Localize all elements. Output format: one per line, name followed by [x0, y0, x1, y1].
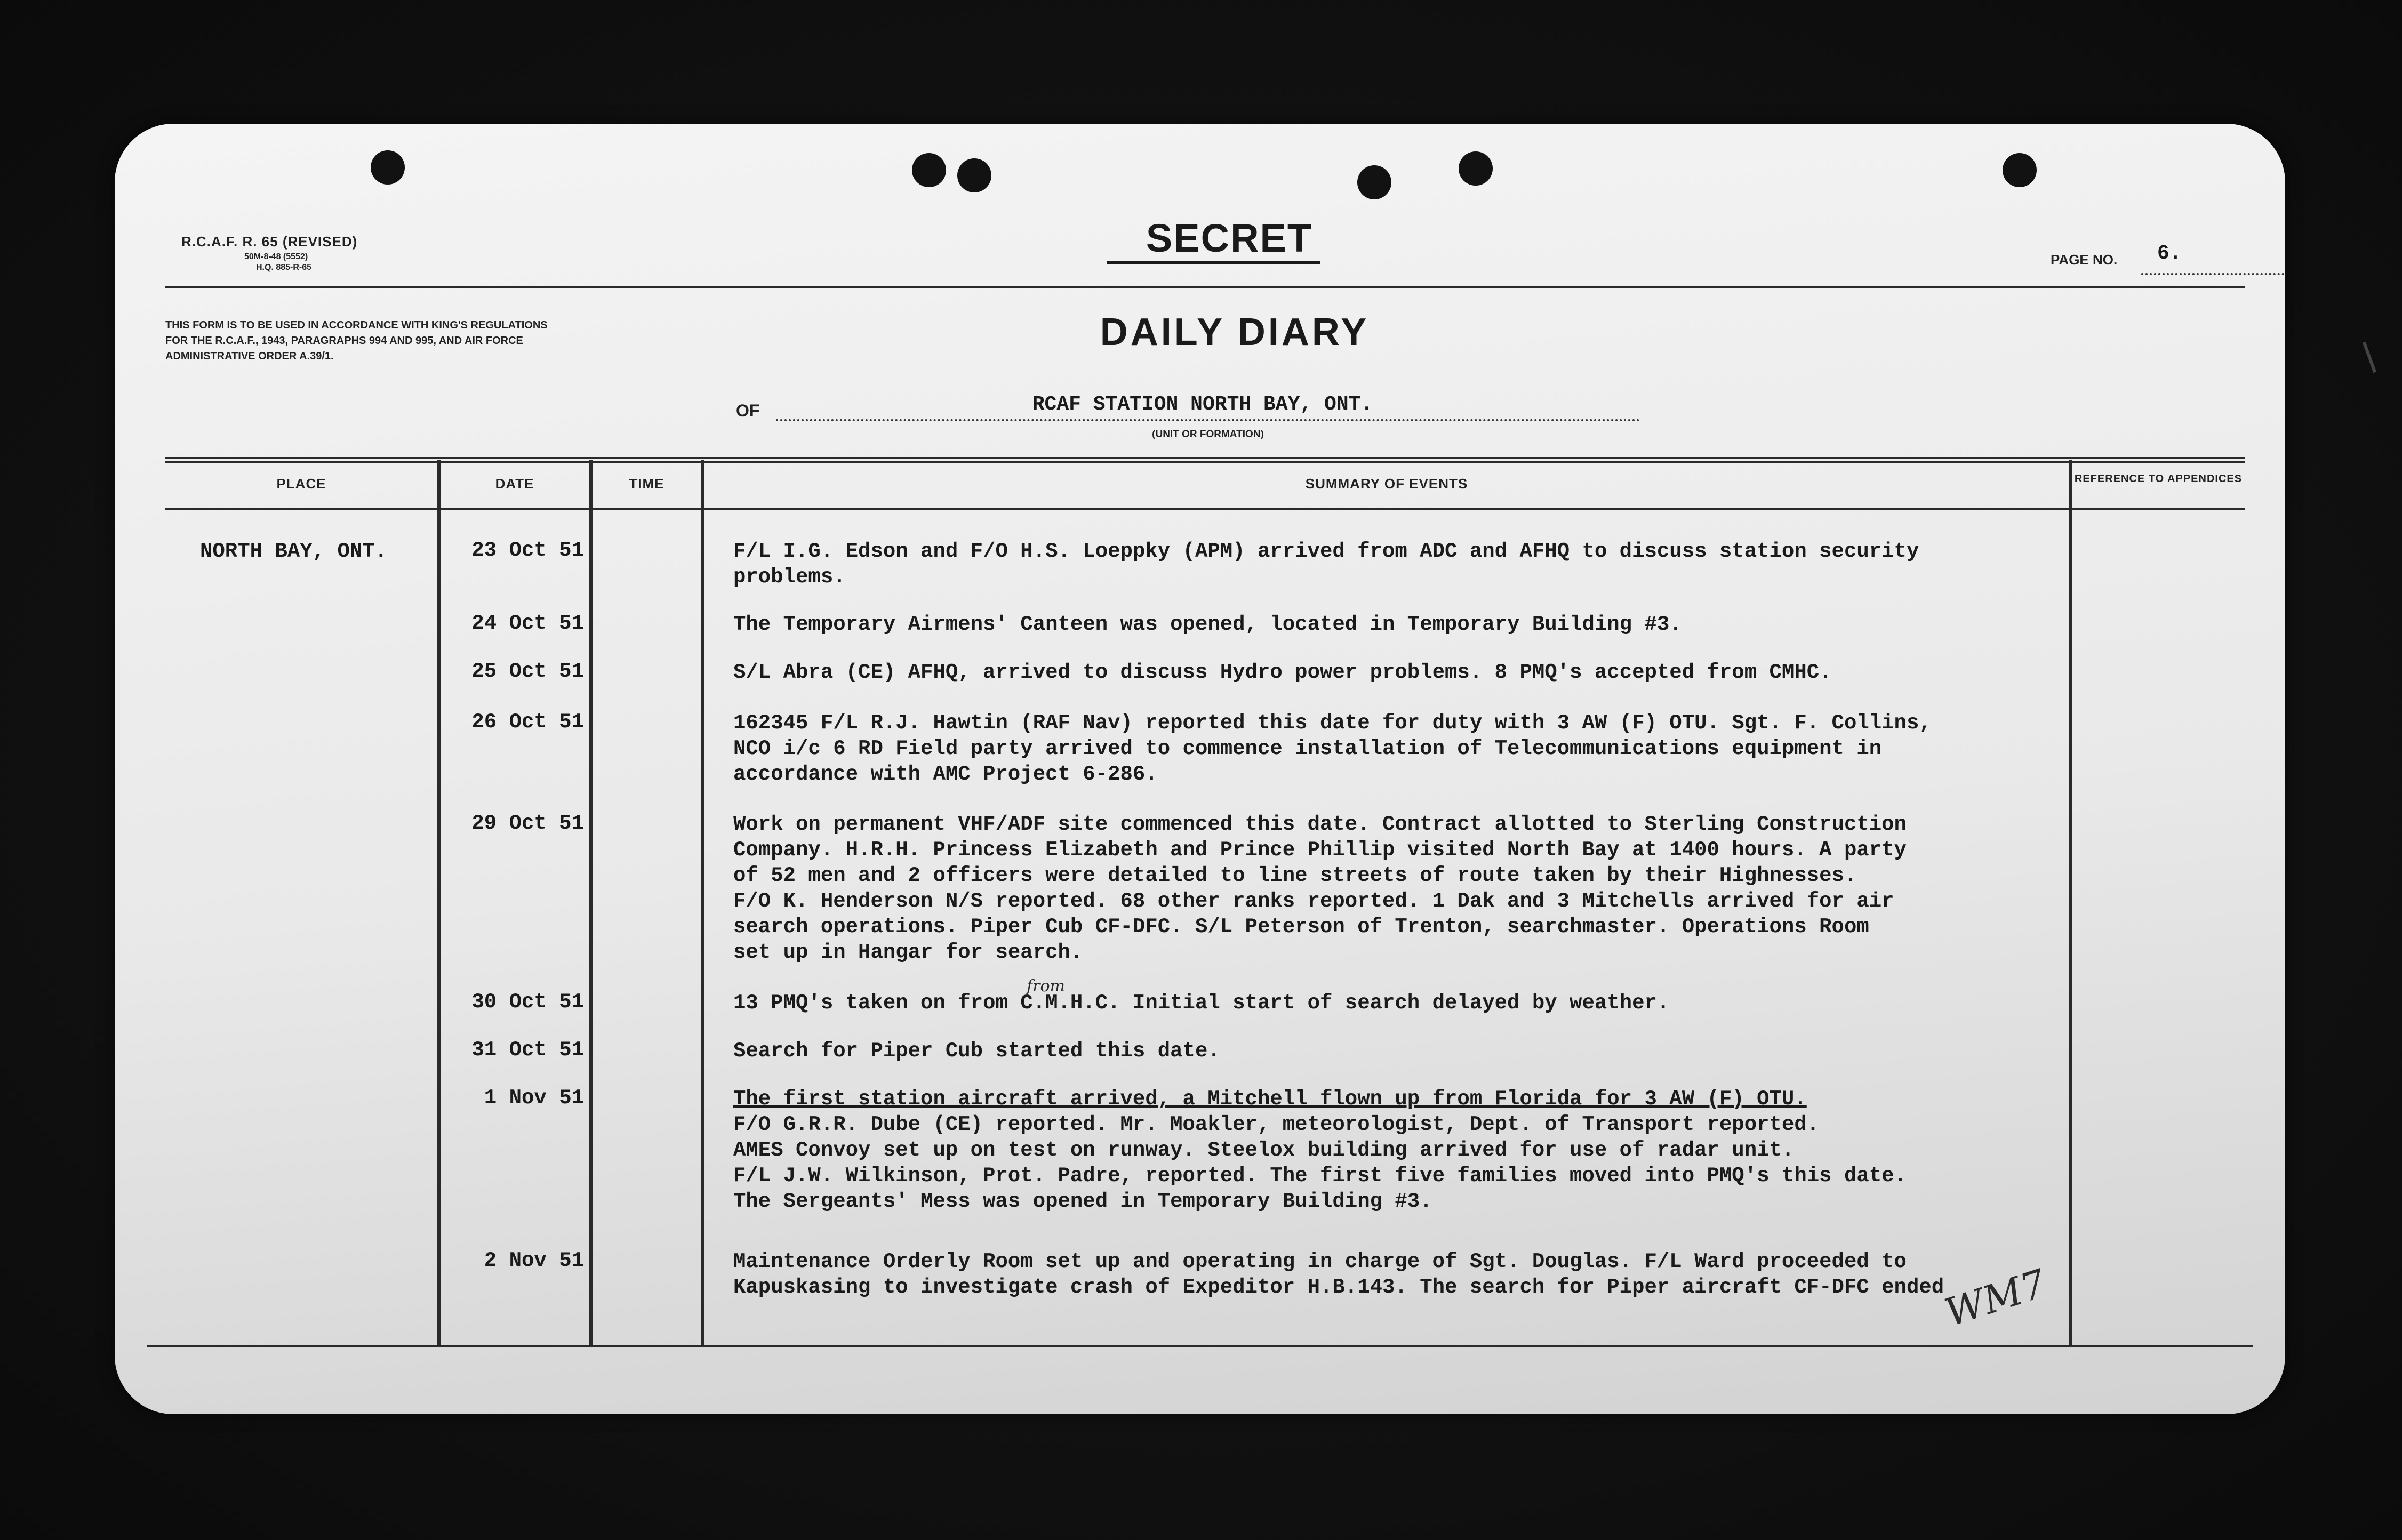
- column-header-reference: REFERENCE TO APPENDICES: [2074, 473, 2243, 485]
- summary-line: accordance with AMC Project 6-286.: [733, 763, 1158, 786]
- entry-date: 26 Oct 51: [471, 710, 584, 734]
- summary-line: Work on permanent VHF/ADF site commenced this date. Contract allotted to Sterling Construction: [733, 813, 1907, 836]
- summary-line: 162345 F/L R.J. Hawtin (RAF Nav) reported this date for duty with 3 AW (F) OTU. Sgt. F. Collins,: [733, 711, 1932, 735]
- summary-line: problems.: [733, 565, 846, 589]
- entry-summary: [733, 1086, 2013, 1214]
- summary-line: of 52 men and 2 officers were detailed to line streets of route taken by their Highnesses.: [733, 864, 1857, 887]
- entry-summary: [733, 710, 2013, 787]
- summary-line: The Sergeants' Mess was opened in Temporary Building #3.: [733, 1190, 1432, 1213]
- summary-line: Maintenance Orderly Room set up and operating in charge of Sgt. Douglas. F/L Ward proceeded to: [733, 1250, 1907, 1273]
- entry-summary: [733, 539, 2013, 590]
- table-top-rule-2: [165, 461, 2245, 463]
- entry-date: 1 Nov 51: [484, 1086, 584, 1110]
- unit-caption: (UNIT OR FORMATION): [1152, 429, 1264, 440]
- summary-line: AMES Convoy set up on test on runway. Steelox building arrived for use of radar unit.: [733, 1138, 1795, 1162]
- entry-date: 30 Oct 51: [471, 990, 584, 1014]
- form-code: R.C.A.F. R. 65 (REVISED): [181, 234, 358, 250]
- page-number-value: 6.: [2157, 242, 2182, 265]
- punch-hole: [2003, 153, 2037, 187]
- entry-date: 23 Oct 51: [471, 539, 584, 562]
- column-header-date: DATE: [495, 476, 534, 492]
- column-divider: [2069, 460, 2072, 1345]
- page-number-label: PAGE NO.: [2051, 252, 2118, 268]
- form-instructions: THIS FORM IS TO BE USED IN ACCORDANCE WITH KING'S REGULATIONS FOR THE R.C.A.F., 1943, PARAGRAPHS 994 AND 995, AND AIR FORCE ADMINISTRATIVE ORDER A.39/1.: [165, 319, 548, 362]
- summary-line: search operations. Piper Cub CF-DFC. S/L Peterson of Trenton, searchmaster. Operations Room: [733, 915, 1869, 939]
- entry-summary: [733, 990, 2013, 1016]
- summary-line: Company. H.R.H. Princess Elizabeth and Prince Phillip visited North Bay at 1400 hours. A party: [733, 838, 1907, 862]
- column-header-time: TIME: [629, 476, 664, 492]
- table-top-rule: [165, 457, 2245, 459]
- table-bottom-rule: [147, 1345, 2253, 1347]
- entry-date: 31 Oct 51: [471, 1038, 584, 1062]
- unit-dotted-line: [776, 419, 1640, 421]
- summary-line: S/L Abra (CE) AFHQ, arrived to discuss Hydro power problems. 8 PMQ's accepted from CMHC.: [733, 661, 1832, 684]
- summary-line: F/O K. Henderson N/S reported. 68 other ranks reported. 1 Dak and 3 Mitchells arrived for air: [733, 889, 1894, 913]
- summary-line: 13 PMQ's taken on from C.M.H.C. Initial start of search delayed by weather.: [733, 991, 1670, 1015]
- summary-line: Search for Piper Cub started this date.: [733, 1039, 1220, 1063]
- column-divider: [589, 460, 593, 1345]
- punch-hole: [957, 158, 991, 192]
- entry-summary: [733, 1038, 2013, 1064]
- summary-line: set up in Hangar for search.: [733, 941, 1083, 964]
- entry-summary: [733, 612, 2013, 637]
- summary-line: The Temporary Airmens' Canteen was opened, located in Temporary Building #3.: [733, 613, 1682, 636]
- diary-sheet: [115, 124, 2285, 1414]
- punch-hole: [1357, 165, 1391, 199]
- handwritten-initials: WM7: [1939, 1261, 2052, 1335]
- place-value: NORTH BAY, ONT.: [200, 540, 388, 563]
- column-header-rule: [165, 508, 2245, 510]
- form-number-block: [181, 234, 357, 272]
- entry-date: 2 Nov 51: [484, 1249, 584, 1272]
- summary-line: Kapuskasing to investigate crash of Expeditor H.B.143. The search for Piper aircraft CF-DFC ended: [733, 1276, 1944, 1299]
- punch-hole: [1459, 151, 1493, 186]
- classification-title: SECRET: [1146, 216, 1313, 260]
- summary-line: F/L J.W. Wilkinson, Prot. Padre, reported. The first five families moved into PMQ's this date.: [733, 1164, 1907, 1188]
- form-hq-ref: H.Q. 885-R-65: [256, 263, 312, 272]
- punch-hole: [912, 153, 946, 187]
- summary-line: The first station aircraft arrived, a Mitchell flown up from Florida for 3 AW (F) OTU.: [733, 1087, 1807, 1111]
- column-divider: [701, 460, 704, 1345]
- summary-line: F/L I.G. Edson and F/O H.S. Loeppky (APM) arrived from ADC and AFHQ to discuss station security: [733, 540, 1919, 563]
- form-print-run: 50M-8-48 (5552): [244, 252, 308, 261]
- handwritten-correction: from: [1027, 977, 1065, 996]
- punch-hole: [371, 150, 405, 185]
- column-header-place: PLACE: [276, 476, 326, 492]
- header-rule: [165, 286, 2245, 288]
- page-number-dotted-line: [2141, 273, 2285, 275]
- column-divider: [437, 460, 441, 1345]
- classification-underline: [1107, 261, 1320, 264]
- summary-line: F/O G.R.R. Dube (CE) reported. Mr. Moakler, meteorologist, Dept. of Transport reported.: [733, 1113, 1820, 1136]
- column-header-summary: SUMMARY OF EVENTS: [1305, 476, 1468, 492]
- of-label: OF: [736, 401, 760, 420]
- edge-mark: [2363, 342, 2376, 373]
- unit-name: RCAF STATION NORTH BAY, ONT.: [1032, 393, 1373, 416]
- entry-summary: [733, 812, 2013, 965]
- entry-summary: [733, 660, 2013, 685]
- entry-date: 25 Oct 51: [471, 660, 584, 683]
- entry-date: 29 Oct 51: [471, 812, 584, 835]
- diary-title: DAILY DIARY: [1100, 311, 1370, 354]
- entry-date: 24 Oct 51: [471, 612, 584, 635]
- summary-line: NCO i/c 6 RD Field party arrived to commence installation of Telecommunications equipment in: [733, 737, 1882, 760]
- entry-summary: [733, 1249, 2013, 1300]
